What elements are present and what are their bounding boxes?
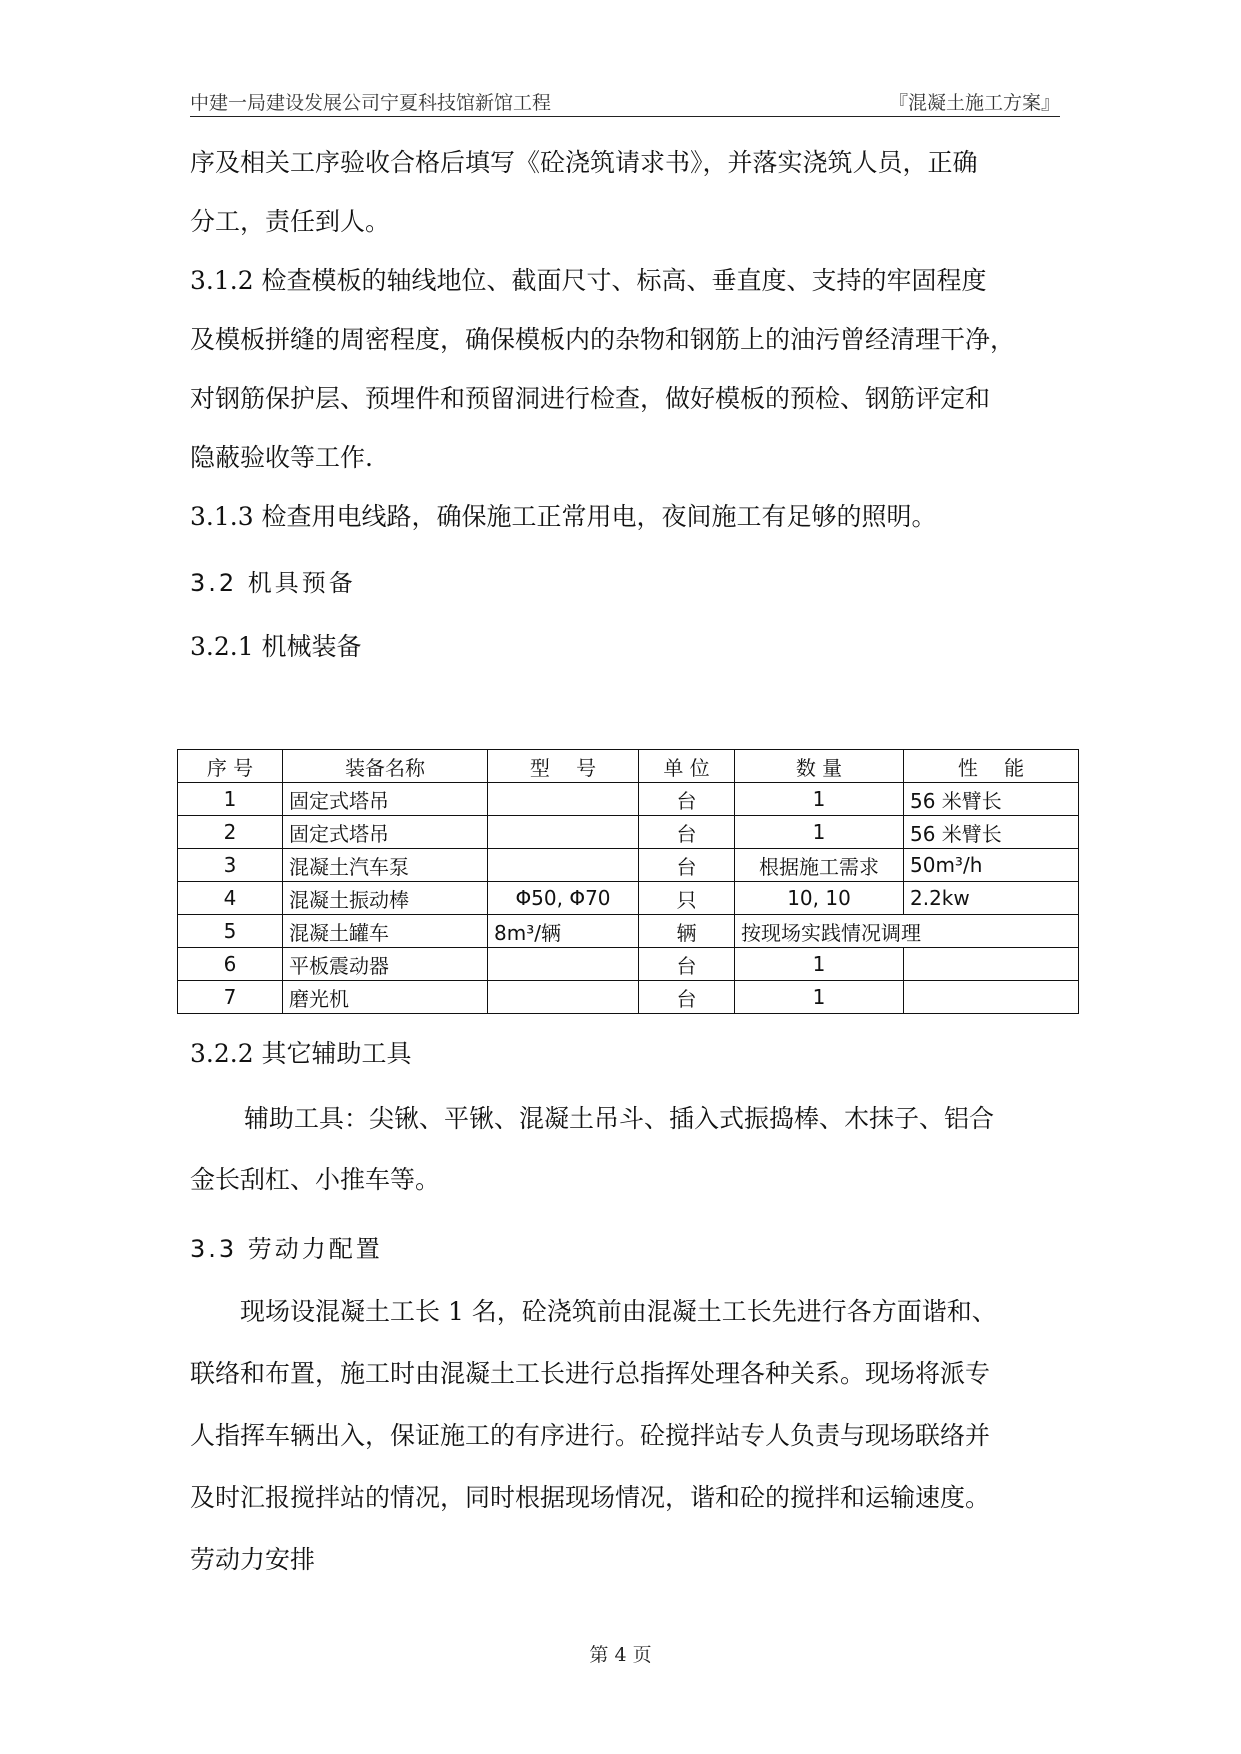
page-number: 第 4 页 xyxy=(589,1644,652,1666)
cell-index: 7 xyxy=(178,981,283,1014)
section-3-1-2-line: 及模板拼缝的周密程度，确保模板内的杂物和钢筋上的油污曾经清理干净， xyxy=(190,325,1016,354)
table-row xyxy=(178,915,1079,948)
tools-line: 辅助工具：尖锹、平锹、混凝土吊斗、插入式振捣棒、木抹子、铝合 xyxy=(244,1104,995,1133)
cell-index: 4 xyxy=(178,882,283,915)
paragraph-line: 分工，责任到人。 xyxy=(190,207,391,236)
cell-performance: 56 米臂长 xyxy=(904,783,1079,816)
labor-line: 及时汇报搅拌站的情况，同时根据现场情况，谐和砼的搅拌和运输速度。 xyxy=(190,1483,991,1512)
heading-3-2-1: 3.2.1 机械装备 xyxy=(190,632,362,661)
cell-unit: 辆 xyxy=(639,915,735,948)
table-row xyxy=(178,981,1079,1014)
section-3-1-3: 3.1.3 检查用电线路，确保施工正常用电，夜间施工有足够的照明。 xyxy=(190,502,937,531)
cell-model xyxy=(488,849,639,882)
table-row xyxy=(178,948,1079,981)
table-header-row xyxy=(178,750,1079,783)
cell-index: 2 xyxy=(178,816,283,849)
column-header: 型 号 xyxy=(488,750,639,783)
header-project-name: 中建一局建设发展公司宁夏科技馆新馆工程 xyxy=(190,92,552,114)
header-doc-title: 『混凝土施工方案』 xyxy=(888,92,1060,114)
cell-performance xyxy=(904,948,1079,981)
cell-quantity: 1 xyxy=(735,981,904,1014)
cell-name: 混凝土汽车泵 xyxy=(283,849,488,882)
column-header: 装备名称 xyxy=(283,750,488,783)
labor-line: 现场设混凝土工长 1 名，砼浇筑前由混凝土工长先进行各方面谐和、 xyxy=(240,1297,997,1326)
cell-unit: 台 xyxy=(639,981,735,1014)
cell-name: 固定式塔吊 xyxy=(283,816,488,849)
cell-index: 6 xyxy=(178,948,283,981)
section-3-1-2-line: 隐蔽验收等工作. xyxy=(190,443,373,472)
cell-model: Φ50, Φ70 xyxy=(488,882,639,915)
cell-quantity: 1 xyxy=(735,816,904,849)
heading-3-3: 3.3 劳动力配置 xyxy=(190,1235,383,1263)
cell-index: 5 xyxy=(178,915,283,948)
cell-name: 磨光机 xyxy=(283,981,488,1014)
labor-plan-heading: 劳动力安排 xyxy=(190,1545,316,1574)
cell-quantity: 1 xyxy=(735,948,904,981)
cell-performance: 56 米臂长 xyxy=(904,816,1079,849)
cell-performance: 2.2kw xyxy=(904,882,1079,915)
cell-model xyxy=(488,948,639,981)
heading-3-2-2: 3.2.2 其它辅助工具 xyxy=(190,1039,412,1068)
cell-name: 固定式塔吊 xyxy=(283,783,488,816)
table-row xyxy=(178,882,1079,915)
cell-name: 混凝土振动棒 xyxy=(283,882,488,915)
cell-model: 8m³/辆 xyxy=(488,915,639,948)
cell-unit: 台 xyxy=(639,816,735,849)
cell-unit: 台 xyxy=(639,783,735,816)
cell-quantity: 根据施工需求 xyxy=(735,849,904,882)
cell-model xyxy=(488,981,639,1014)
cell-unit: 只 xyxy=(639,882,735,915)
cell-unit: 台 xyxy=(639,849,735,882)
cell-index: 1 xyxy=(178,783,283,816)
cell-index: 3 xyxy=(178,849,283,882)
tools-line: 金长刮杠、小推车等。 xyxy=(190,1165,441,1194)
column-header: 性 能 xyxy=(904,750,1079,783)
column-header: 数 量 xyxy=(735,750,904,783)
cell-model xyxy=(488,783,639,816)
equipment-table xyxy=(177,749,1079,1014)
labor-line: 联络和布置，施工时由混凝土工长进行总指挥处理各种关系。现场将派专 xyxy=(190,1359,991,1388)
table-row xyxy=(178,849,1079,882)
heading-3-2: 3.2 机具预备 xyxy=(190,569,356,597)
cell-quantity: 10, 10 xyxy=(735,882,904,915)
cell-model xyxy=(488,816,639,849)
page-header xyxy=(190,86,1060,117)
table-row xyxy=(178,816,1079,849)
section-3-1-2-line: 对钢筋保护层、预埋件和预留洞进行检查，做好模板的预检、钢筋评定和 xyxy=(190,384,991,413)
cell-unit: 台 xyxy=(639,948,735,981)
cell-name: 平板震动器 xyxy=(283,948,488,981)
section-3-1-2-line: 3.1.2 检查模板的轴线地位、截面尺寸、标高、垂直度、支持的牢固程度 xyxy=(190,266,987,295)
cell-performance: 50m³/h xyxy=(904,849,1079,882)
column-header: 序 号 xyxy=(178,750,283,783)
cell-quantity-merged: 按现场实践情况调理 xyxy=(735,915,1079,948)
column-header: 单 位 xyxy=(639,750,735,783)
labor-line: 人指挥车辆出入，保证施工的有序进行。砼搅拌站专人负责与现场联络并 xyxy=(190,1421,991,1450)
cell-quantity: 1 xyxy=(735,783,904,816)
table-row xyxy=(178,783,1079,816)
cell-performance xyxy=(904,981,1079,1014)
cell-name: 混凝土罐车 xyxy=(283,915,488,948)
paragraph-line: 序及相关工序验收合格后填写《砼浇筑请求书》，并落实浇筑人员，正确 xyxy=(190,148,978,177)
